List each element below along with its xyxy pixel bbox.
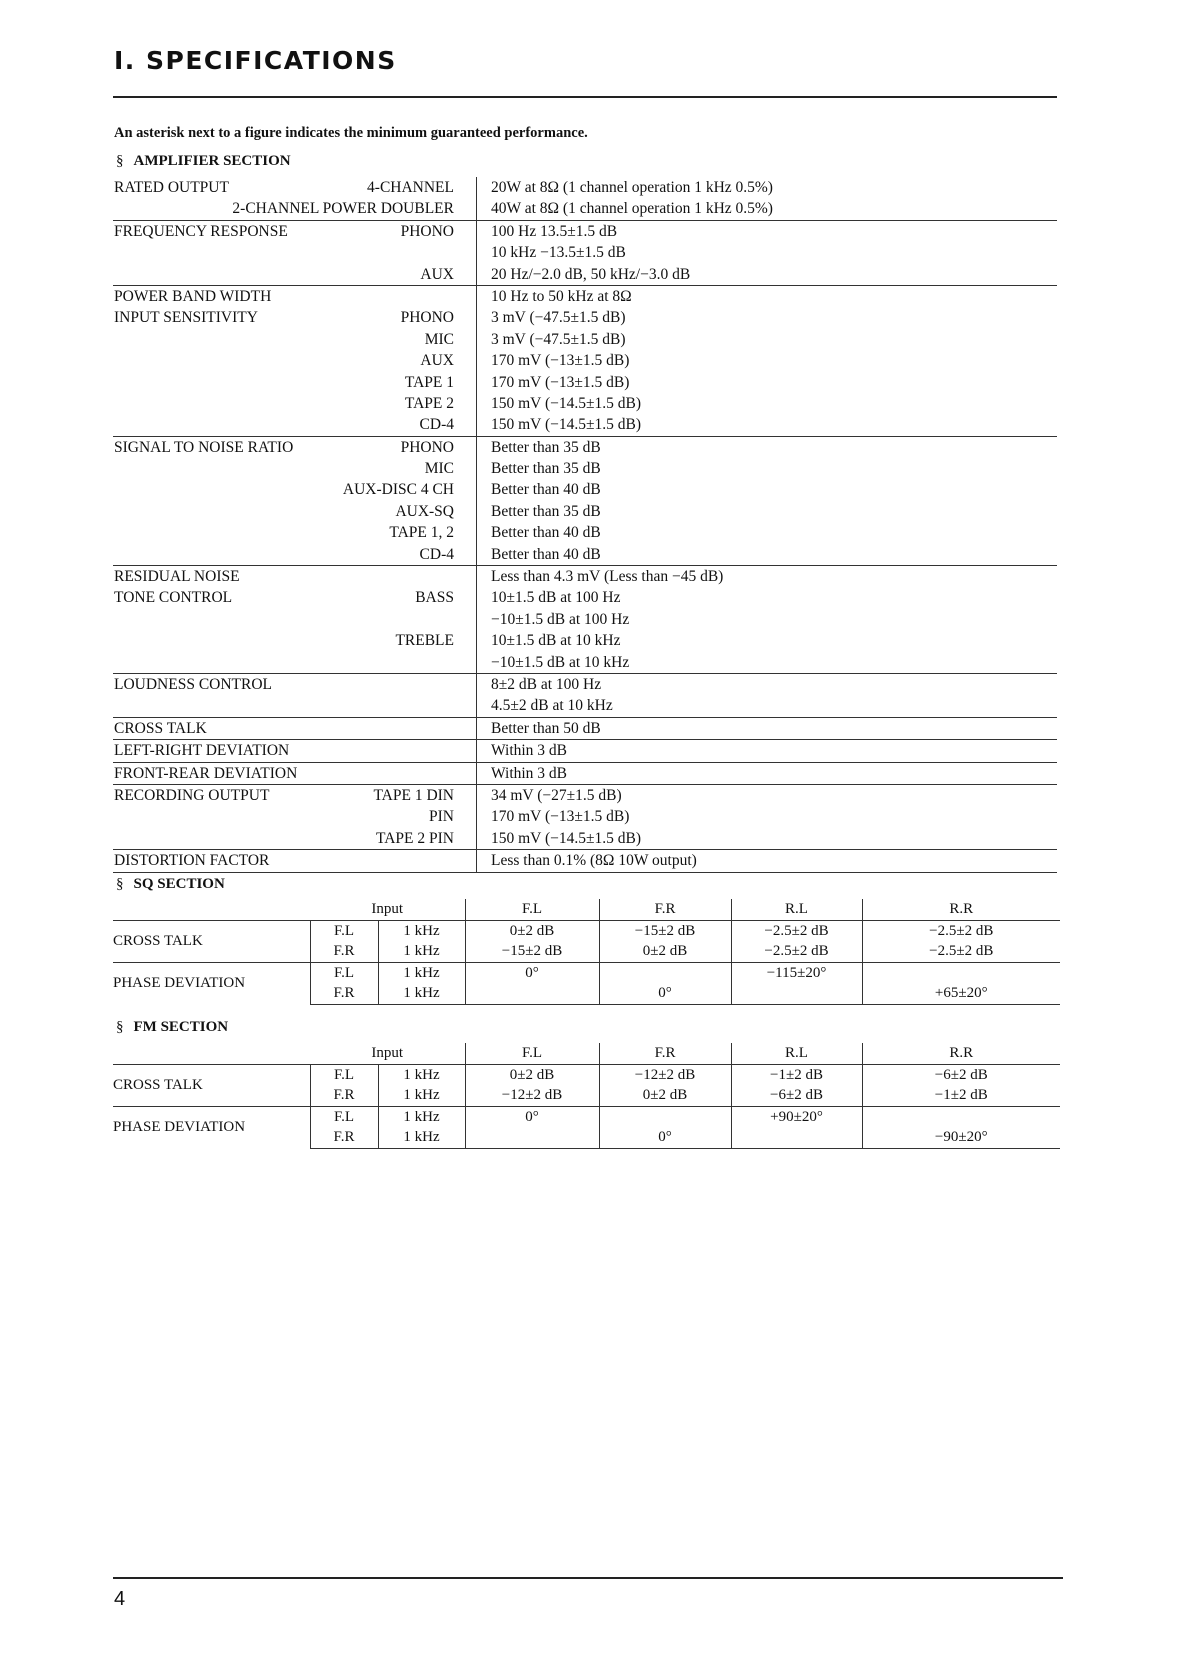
amplifier-spec-table <box>113 177 1057 873</box>
spec-names <box>113 286 400 436</box>
spec-subname: AUX-SQ <box>395 502 454 520</box>
spec-subname: TAPE 1 DIN <box>373 786 454 804</box>
input-channel: F.R <box>310 941 378 962</box>
spec-value: Less than 4.3 mV (Less than −45 dB) <box>491 568 724 586</box>
fm-section-heading <box>116 1019 228 1036</box>
spec-values <box>477 850 1057 871</box>
spec-values <box>477 674 1057 717</box>
table-cell <box>599 962 731 983</box>
spec-label-cell <box>113 221 477 285</box>
spec-name <box>113 695 453 716</box>
spec-subname <box>400 242 454 263</box>
spec-group <box>113 436 1057 565</box>
spec-name <box>113 350 400 371</box>
table-cell: −6±2 dB <box>934 1066 988 1083</box>
table-row <box>113 920 1060 941</box>
spec-value: 150 mV (−14.5±1.5 dB) <box>491 829 642 847</box>
spec-value: Better than 50 dB <box>491 719 601 737</box>
spec-name <box>113 522 342 543</box>
spec-name: POWER BAND WIDTH <box>114 287 272 305</box>
spec-value: 10 Hz to 50 kHz at 8Ω <box>491 287 632 305</box>
spec-subname <box>453 695 454 716</box>
spec-value: 10±1.5 dB at 10 kHz <box>491 632 621 650</box>
table-row <box>113 962 1060 983</box>
section-symbol: § <box>116 1019 124 1035</box>
table-cell <box>465 983 599 1004</box>
spec-value: 20 Hz/−2.0 dB, 50 kHz/−3.0 dB <box>491 265 691 283</box>
header-blank <box>113 1043 310 1064</box>
spec-group <box>113 717 1057 739</box>
spec-names <box>113 566 394 673</box>
input-channel: F.L <box>310 920 378 941</box>
input-channel: F.L <box>310 1106 378 1127</box>
spec-group <box>113 285 1057 436</box>
spec-values <box>477 785 1057 849</box>
spec-value: 34 mV (−27±1.5 dB) <box>491 786 622 804</box>
spec-group <box>113 673 1057 717</box>
header-column: F.L <box>465 1043 599 1064</box>
input-frequency: 1 kHz <box>378 941 465 962</box>
header-input: Input <box>310 899 465 920</box>
table-cell: 0° <box>599 983 731 1004</box>
spec-value: −10±1.5 dB at 100 Hz <box>491 610 630 628</box>
spec-value: Better than 35 dB <box>491 502 601 520</box>
spec-value: 3 mV (−47.5±1.5 dB) <box>491 309 626 327</box>
header-column: F.R <box>599 899 731 920</box>
spec-subnames <box>453 763 476 784</box>
spec-names <box>113 850 453 871</box>
spec-value: 100 Hz 13.5±1.5 dB <box>491 222 618 240</box>
table-cell: −1±2 dB <box>731 1064 862 1085</box>
table-cell <box>465 1127 599 1148</box>
spec-name <box>113 414 400 435</box>
spec-name: FREQUENCY RESPONSE <box>114 222 288 240</box>
spec-subnames <box>453 850 476 871</box>
spec-subname: BASS <box>415 589 454 607</box>
fm-section-title: FM SECTION <box>133 1019 229 1035</box>
title-rule <box>113 96 1057 98</box>
spec-values <box>477 437 1057 565</box>
spec-subname: MIC <box>424 330 454 348</box>
spec-subnames <box>231 177 476 220</box>
spec-group <box>113 762 1057 784</box>
spec-name: DISTORTION FACTOR <box>114 852 270 870</box>
input-frequency: 1 kHz <box>378 1085 465 1106</box>
header-column: R.L <box>731 1043 862 1064</box>
input-channel: F.R <box>310 1127 378 1148</box>
spec-name: TONE CONTROL <box>114 589 233 607</box>
spec-subname: PHONO <box>400 222 454 240</box>
spec-values <box>477 177 1057 220</box>
spec-value: −10±1.5 dB at 10 kHz <box>491 653 630 671</box>
spec-subname <box>400 286 454 307</box>
spec-subname: 4-CHANNEL <box>367 179 454 196</box>
input-frequency: 1 kHz <box>378 1106 465 1127</box>
spec-group <box>113 177 1057 220</box>
spec-label-cell <box>113 566 477 673</box>
spec-values <box>477 718 1057 739</box>
spec-subnames <box>453 740 476 761</box>
spec-value: 170 mV (−13±1.5 dB) <box>491 373 630 391</box>
spec-value: 20W at 8Ω (1 channel operation 1 kHz 0.5%) <box>491 179 773 196</box>
spec-subnames <box>372 785 476 849</box>
spec-label-cell <box>113 718 477 739</box>
spec-name <box>113 652 394 673</box>
spec-value: Better than 40 dB <box>491 524 601 542</box>
spec-subname <box>453 674 454 695</box>
spec-subname: TAPE 2 PIN <box>376 829 454 847</box>
table-cell: 0±2 dB <box>599 941 731 962</box>
spec-label-cell <box>113 286 477 436</box>
spec-name <box>113 372 400 393</box>
spec-name <box>113 329 400 350</box>
spec-value: 150 mV (−14.5±1.5 dB) <box>491 416 642 434</box>
sq-spec-table <box>113 899 1060 1005</box>
spec-subname <box>394 609 454 630</box>
row-group-label: CROSS TALK <box>113 1064 310 1106</box>
header-column: F.L <box>465 899 599 920</box>
spec-value: Better than 40 dB <box>491 481 601 499</box>
spec-subnames <box>400 286 476 436</box>
spec-subnames <box>453 718 476 739</box>
table-cell: −15±2 dB <box>599 920 731 941</box>
table-cell <box>599 1106 731 1127</box>
spec-value: 10±1.5 dB at 100 Hz <box>491 589 621 607</box>
table-cell: 0±2 dB <box>465 1064 599 1085</box>
spec-name <box>113 479 342 500</box>
spec-names <box>113 718 453 739</box>
spec-names <box>113 437 342 565</box>
table-cell: −90±20° <box>862 1127 1060 1148</box>
table-cell: −12±2 dB <box>599 1064 731 1085</box>
spec-values <box>477 740 1057 761</box>
spec-subname <box>453 763 454 784</box>
spec-subname <box>453 850 454 871</box>
spec-name <box>113 198 231 219</box>
input-channel: F.L <box>310 1064 378 1085</box>
spec-subnames <box>342 437 476 565</box>
spec-value: Better than 35 dB <box>491 460 601 478</box>
table-cell: +90±20° <box>731 1106 862 1127</box>
spec-name: LEFT-RIGHT DEVIATION <box>114 742 290 760</box>
table-cell: −2.5±2 dB <box>929 922 994 939</box>
table-cell: 0±2 dB <box>599 1085 731 1106</box>
header-column: R.R <box>862 1043 1060 1064</box>
table-cell <box>731 983 862 1004</box>
spec-subname: TAPE 1, 2 <box>389 524 454 542</box>
spec-subname: 2-CHANNEL POWER DOUBLER <box>232 200 454 218</box>
page-title: I. SPECIFICATIONS <box>114 46 397 75</box>
spec-value: Within 3 dB <box>491 764 568 782</box>
spec-name <box>113 828 372 849</box>
spec-values <box>477 286 1057 436</box>
spec-subname: PHONO <box>400 309 454 327</box>
header-row <box>113 1043 1060 1064</box>
spec-name <box>113 264 400 285</box>
spec-name: LOUDNESS CONTROL <box>114 675 273 693</box>
spec-value: Less than 0.1% (8Ω 10W output) <box>491 852 697 870</box>
amplifier-section-title: AMPLIFIER SECTION <box>133 153 291 169</box>
spec-subnames <box>400 221 476 285</box>
spec-value: 150 mV (−14.5±1.5 dB) <box>491 394 642 412</box>
spec-name <box>113 393 400 414</box>
spec-values <box>477 763 1057 784</box>
table-cell: −2.5±2 dB <box>929 943 994 960</box>
spec-name <box>113 630 394 651</box>
table-cell <box>731 1127 862 1148</box>
spec-name <box>113 458 342 479</box>
input-channel: F.R <box>310 983 378 1004</box>
input-channel: F.R <box>310 1085 378 1106</box>
spec-value: 4.5±2 dB at 10 kHz <box>491 697 613 715</box>
spec-name: RECORDING OUTPUT <box>114 786 270 804</box>
spec-subname: TAPE 2 <box>404 394 454 412</box>
spec-value: 170 mV (−13±1.5 dB) <box>491 808 630 826</box>
footer-rule <box>113 1577 1063 1579</box>
spec-name <box>113 806 372 827</box>
table-row <box>113 1064 1060 1085</box>
spec-group <box>113 784 1057 849</box>
spec-label-cell <box>113 785 477 849</box>
header-column: R.L <box>731 899 862 920</box>
table-cell <box>862 962 1060 983</box>
spec-value: 8±2 dB at 100 Hz <box>491 675 602 693</box>
sq-section-title: SQ SECTION <box>133 876 225 892</box>
row-group-label: PHASE DEVIATION <box>113 962 310 1004</box>
table-cell: −1±2 dB <box>934 1087 988 1104</box>
table-cell: −2.5±2 dB <box>731 920 862 941</box>
input-frequency: 1 kHz <box>378 983 465 1004</box>
spec-name <box>113 544 342 565</box>
spec-label-cell <box>113 674 477 717</box>
spec-name: RESIDUAL NOISE <box>114 568 240 586</box>
section-symbol: § <box>116 153 124 169</box>
spec-names <box>113 177 231 220</box>
table-cell: −12±2 dB <box>465 1085 599 1106</box>
table-cell: −115±20° <box>731 962 862 983</box>
table-cell <box>862 1106 1060 1127</box>
spec-subname: AUX-DISC 4 CH <box>342 481 454 499</box>
table-cell: 0±2 dB <box>465 920 599 941</box>
spec-subname <box>394 652 454 673</box>
spec-subname <box>453 718 454 739</box>
spec-value: Within 3 dB <box>491 742 568 760</box>
spec-name: SIGNAL TO NOISE RATIO <box>114 438 294 456</box>
spec-subname: PIN <box>429 808 454 826</box>
spec-values <box>477 221 1057 285</box>
section-symbol: § <box>116 876 124 892</box>
spec-label-cell <box>113 850 477 871</box>
table-cell: −2.5±2 dB <box>731 941 862 962</box>
page-number: 4 <box>114 1588 126 1610</box>
header-input: Input <box>310 1043 465 1064</box>
spec-subname <box>453 740 454 761</box>
spec-value: Better than 40 dB <box>491 545 601 563</box>
spec-value: Better than 35 dB <box>491 438 601 456</box>
input-channel: F.L <box>310 962 378 983</box>
header-column: R.R <box>862 899 1060 920</box>
spec-name: INPUT SENSITIVITY <box>114 309 258 327</box>
table-cell: −6±2 dB <box>731 1085 862 1106</box>
spec-value: 10 kHz −13.5±1.5 dB <box>491 244 626 262</box>
spec-subname: CD-4 <box>419 416 454 434</box>
spec-group <box>113 849 1057 872</box>
spec-name: FRONT-REAR DEVIATION <box>114 764 298 782</box>
spec-label-cell <box>113 437 477 565</box>
spec-subname: CD-4 <box>419 545 454 563</box>
spec-name <box>113 242 400 263</box>
sq-section-heading <box>116 876 225 893</box>
amplifier-section-heading <box>116 153 291 170</box>
table-cell: 0° <box>465 962 599 983</box>
spec-name: RATED OUTPUT <box>114 179 229 196</box>
header-row <box>113 899 1060 920</box>
spec-name <box>113 609 394 630</box>
input-frequency: 1 kHz <box>378 1127 465 1148</box>
input-frequency: 1 kHz <box>378 920 465 941</box>
spec-names <box>113 740 453 761</box>
table-cell: +65±20° <box>862 983 1060 1004</box>
spec-subnames <box>394 566 476 673</box>
spec-value: 3 mV (−47.5±1.5 dB) <box>491 330 626 348</box>
table-row <box>113 1106 1060 1127</box>
spec-names <box>113 674 453 717</box>
spec-subname: TREBLE <box>395 632 454 650</box>
table-cell: −15±2 dB <box>465 941 599 962</box>
table-cell: 0° <box>465 1106 599 1127</box>
spec-value: 170 mV (−13±1.5 dB) <box>491 352 630 370</box>
input-frequency: 1 kHz <box>378 962 465 983</box>
spec-label-cell <box>113 763 477 784</box>
spec-group <box>113 739 1057 761</box>
spec-subname: TAPE 1 <box>404 373 454 391</box>
spec-names <box>113 763 453 784</box>
spec-name: CROSS TALK <box>114 719 207 737</box>
table-cell: 0° <box>599 1127 731 1148</box>
guarantee-note: An asterisk next to a figure indicates the minimum guaranteed performance. <box>114 125 588 141</box>
spec-value: 40W at 8Ω (1 channel operation 1 kHz 0.5%) <box>491 200 773 218</box>
spec-values <box>477 566 1057 673</box>
header-column: F.R <box>599 1043 731 1064</box>
spec-names <box>113 785 372 849</box>
spec-label-cell <box>113 177 477 220</box>
spec-group <box>113 220 1057 285</box>
spec-subname: PHONO <box>400 438 454 456</box>
spec-subname: AUX <box>420 265 454 283</box>
fm-spec-table <box>113 1043 1060 1149</box>
spec-name <box>113 501 342 522</box>
spec-label-cell <box>113 740 477 761</box>
input-frequency: 1 kHz <box>378 1064 465 1085</box>
row-group-label: CROSS TALK <box>113 920 310 962</box>
spec-subname: MIC <box>424 460 454 478</box>
spec-subname <box>394 566 454 587</box>
spec-subname: AUX <box>420 352 454 370</box>
header-blank <box>113 899 310 920</box>
spec-names <box>113 221 400 285</box>
spec-subnames <box>453 674 476 717</box>
row-group-label: PHASE DEVIATION <box>113 1106 310 1148</box>
spec-group <box>113 565 1057 673</box>
